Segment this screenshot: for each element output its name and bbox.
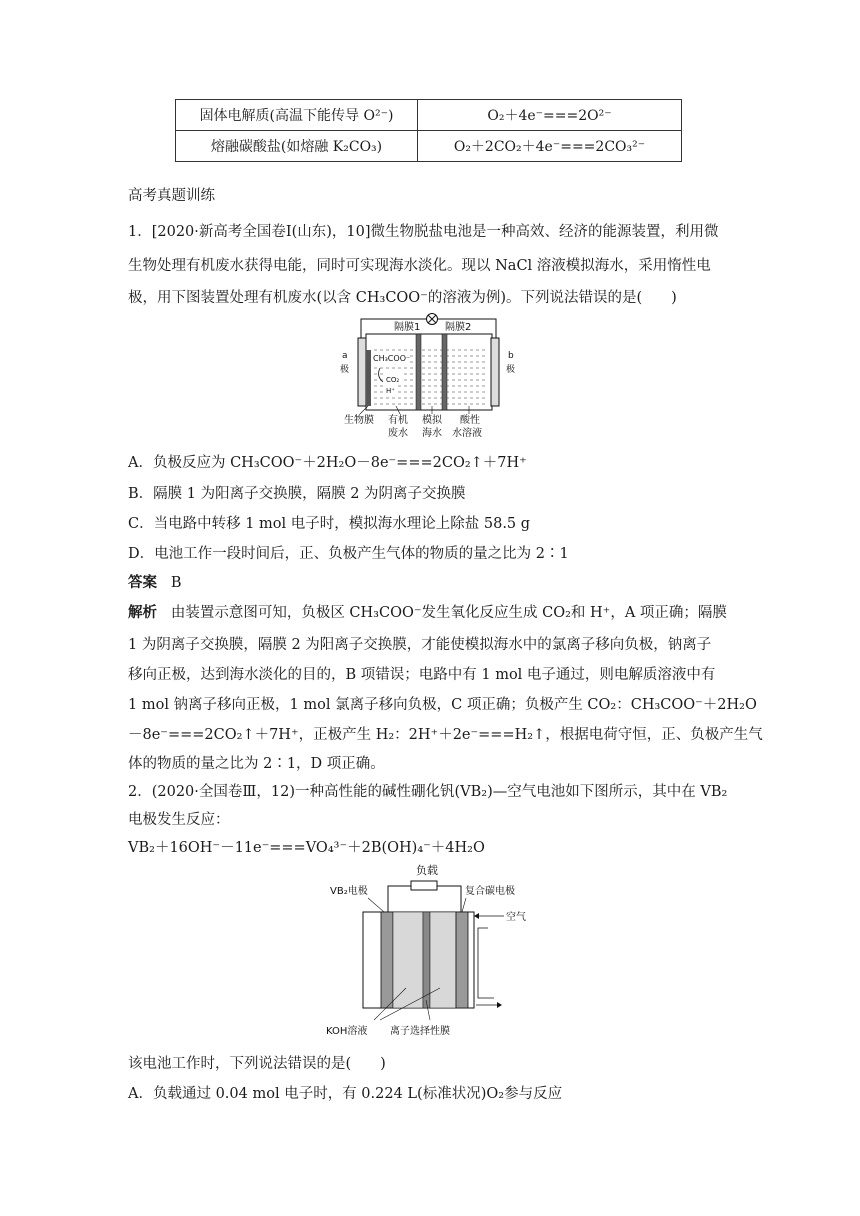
- electrode-b-label: b: [508, 351, 514, 361]
- table-cell: 熔融碳酸盐(如熔融 K₂CO₃): [176, 131, 418, 162]
- chamber-label: 海水: [422, 428, 442, 439]
- q2-stem-line: 电极发生反应：: [128, 812, 230, 828]
- q1-option-a: A．负极反应为 CH₃COO⁻＋2H₂O－8e⁻===2CO₂↑＋7H⁺: [128, 455, 527, 471]
- analysis-line: 1 mol 钠离子移向正极，1 mol 氯离子移向负极，C 项正确；负极产生 CO₂：CH₃COO⁻＋2H₂O: [128, 697, 757, 713]
- analysis-line: 移向正极，达到海水淡化的目的，B 项错误；电路中有 1 mol 电子通过，则电解质溶液中有: [128, 667, 716, 683]
- q1-analysis-first: [128, 603, 727, 623]
- membrane-1-label: 隔膜1: [394, 322, 421, 333]
- chamber-label: 模拟: [422, 415, 442, 426]
- biofilm-label: 生物膜: [344, 415, 374, 426]
- q1-stem-line: 1．[2020·新高考全国卷Ⅰ(山东)，10]微生物脱盐电池是一种高效、经济的能源装置，利用微: [128, 224, 719, 240]
- analysis-line: 由装置示意图可知，负极区 CH₃COO⁻发生氧化反应生成 CO₂和 H⁺，A 项正确；隔膜: [170, 605, 727, 621]
- electrode-b-label: 极: [506, 365, 516, 375]
- table-row: [176, 100, 682, 131]
- carbon-electrode: [456, 912, 468, 1008]
- species-label: H⁺: [386, 387, 395, 395]
- carbon-electrode-label: 复合碳电极: [465, 886, 515, 897]
- membrane-1: [416, 334, 421, 410]
- membrane-2: [442, 334, 447, 410]
- chamber-label: 有机: [388, 415, 408, 426]
- vb2-electrode-label: VB₂电极: [330, 886, 368, 897]
- chamber-label: 废水: [388, 428, 408, 439]
- answer-value: B: [170, 575, 182, 591]
- q1-answer: [128, 573, 181, 593]
- q2-equation: VB₂＋16OH⁻－11e⁻===VO₄³⁻＋2B(OH)₄⁻＋4H₂O: [128, 840, 485, 856]
- half-reaction-table: [175, 99, 682, 162]
- resistor-icon: [411, 881, 437, 890]
- electrode-a-label: a: [342, 351, 348, 361]
- chamber-label: 水溶液: [452, 428, 482, 439]
- q1-option-c: C．当电路中转移 1 mol 电子时，模拟海水理论上除盐 58.5 g: [128, 516, 531, 532]
- table-cell: O₂＋2CO₂＋4e⁻===2CO₃²⁻: [418, 131, 682, 162]
- section-title: 高考真题训练: [128, 188, 215, 204]
- load-label: 负载: [416, 864, 438, 877]
- analysis-label: 解析: [128, 604, 157, 621]
- electrode-a-label: 极: [340, 365, 350, 375]
- q2-stem-line: 2．(2020·全国卷Ⅲ，12)一种高性能的碱性硼化钒(VB₂)—空气电池如下图所示，其中在 VB₂: [128, 784, 728, 800]
- q1-option-d: D．电池工作一段时间后，正、负极产生气体的物质的量之比为 2∶1: [128, 546, 569, 562]
- table-row: [176, 131, 682, 162]
- koh-solution: [430, 912, 456, 1008]
- q2-followup: 该电池工作时，下列说法错误的是( ): [128, 1056, 386, 1072]
- koh-solution: [393, 912, 423, 1008]
- vb2-electrode: [381, 912, 393, 1008]
- q1-option-b: B．隔膜 1 为阳离子交换膜，隔膜 2 为阴离子交换膜: [128, 486, 466, 502]
- electrode-a: [358, 338, 366, 406]
- species-label: CO₂: [386, 376, 400, 384]
- q1-stem-line: 极，用下图装置处理有机废水(以含 CH₃COO⁻的溶液为例)。下列说法错误的是( ): [128, 290, 677, 306]
- q2-option-a: A．负载通过 0.04 mol 电子时，有 0.224 L(标准状况)O₂参与反应: [128, 1086, 563, 1102]
- species-label: CH₃COO⁻: [373, 354, 411, 363]
- q1-stem-line: 生物处理有机废水获得电能，同时可实现海水淡化。现以 NaCl 溶液模拟海水，采用惰性电: [128, 258, 711, 274]
- biofilm: [366, 350, 371, 406]
- analysis-line: 体的物质的量之比为 2∶1，D 项正确。: [128, 756, 385, 772]
- desalination-cell-figure: [336, 310, 526, 445]
- membrane-label: 离子选择性膜: [390, 1026, 450, 1037]
- analysis-line: －8e⁻===2CO₂↑＋7H⁺，正极产生 H₂：2H⁺＋2e⁻===H₂↑，根据电荷守恒，正、负极产生气: [128, 727, 763, 743]
- table-cell: O₂＋4e⁻===2O²⁻: [418, 100, 682, 131]
- electrode-b: [491, 338, 499, 406]
- table-cell: 固体电解质(高温下能传导 O²⁻): [176, 100, 418, 131]
- cell-tank: [366, 334, 492, 410]
- air-label: 空气: [506, 912, 526, 923]
- vb2-air-battery-figure: [318, 860, 538, 1045]
- chamber-label: 酸性: [460, 415, 480, 426]
- koh-label: KOH溶液: [326, 1026, 368, 1037]
- answer-label: 答案: [128, 574, 157, 591]
- analysis-line: 1 为阴离子交换膜，隔膜 2 为阳离子交换膜，才能使模拟海水中的氯离子移向负极，钠离子: [128, 637, 712, 653]
- membrane-2-label: 隔膜2: [445, 322, 472, 333]
